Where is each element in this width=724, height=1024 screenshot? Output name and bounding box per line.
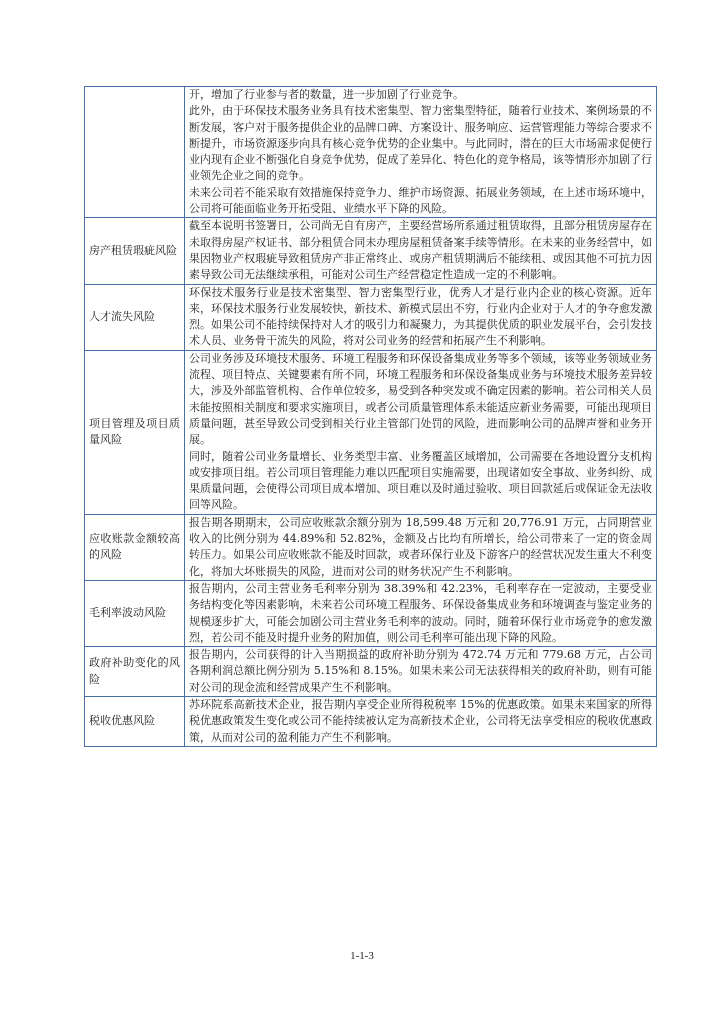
risk-row (85, 87, 657, 218)
risk-description (185, 580, 657, 646)
risk-label: 税收优惠风险 (85, 696, 185, 746)
risk-paragraph: 报告期内，公司主营业务毛利率分别为 38.39%和 42.23%，毛利率存在一定波动，主要受业务结构变化等因素影响，未来若公司环境工程服务、环保设备集成业务和环境调查与鉴定业务的规模逐步扩大，可能会加剧公司主营业务毛利率的波动。同时，随着环保行业市场竞争的愈发激烈，若公司不能及时提升业务的附加值，则公司毛利率可能出现下降的风险。 (189, 581, 652, 644)
risk-paragraph: 截至本说明书签署日，公司尚无自有房产，主要经营场所系通过租赁取得，且部分租赁房屋存在未取得房屋产权证书、部分租赁合同未办理房屋租赁备案手续等情形。在未来的业务经营中，如果因物业产权瑕疵导致租赁房产非正常终止、或房产租赁期满后不能续租、或因其他不可抗力因素导致公司无法继续承租，可能对公司生产经营稳定性造成一定的不利影响。 (189, 219, 652, 282)
risk-description (185, 218, 657, 284)
risk-description (185, 647, 657, 697)
risk-label: 政府补助变化的风险 (85, 647, 185, 697)
risk-description (185, 696, 657, 746)
risk-factor-table (84, 86, 657, 747)
risk-row (85, 647, 657, 697)
risk-label: 毛利率波动风险 (85, 580, 185, 646)
risk-paragraph: 苏环院系高新技术企业，报告期内享受企业所得税税率 15%的优惠政策。如果未来国家的所得税优惠政策发生变化或公司不能持续被认定为高新技术企业，公司将无法享受相应的税收优惠政策，从而对公司的盈利能力产生不利影响。 (189, 697, 652, 744)
risk-label: 应收账款金额较高的风险 (85, 514, 185, 580)
risk-paragraph: 开，增加了行业参与者的数量，进一步加剧了行业竞争。 (189, 88, 464, 101)
risk-description (185, 350, 657, 514)
risk-row (85, 350, 657, 514)
risk-row (85, 218, 657, 284)
risk-label: 人才流失风险 (85, 284, 185, 350)
risk-paragraph: 报告期各期期末，公司应收账款余额分别为 18,599.48 万元和 20,776.91 万元，占同期营业收入的比例分别为 44.89%和 52.82%，金额及占比均有所增长，给公司带来了一定的资金周转压力。如果公司应收账款不能及时回款，或者环保行业及下游客户的经营状况发生重大不利变化，将加大坏账损失的风险，进而对公司的财务状况产生不利影响。 (189, 515, 652, 578)
risk-label: 项目管理及项目质量风险 (85, 350, 185, 514)
risk-label (85, 87, 185, 218)
risk-paragraph: 公司业务涉及环境技术服务、环境工程服务和环保设备集成业务等多个领域，该等业务领域业务流程、项目特点、关键要素有所不同，环境工程服务和环保设备集成业务与环境技术服务差异较大，涉及外部监管机构、合作单位较多，易受到各种突发或不确定因素的影响。若公司相关人员未能按照相关制度和要求实施项目，或者公司质量管理体系未能适应新业务需要，可能出现项目质量问题，甚至导致公司受到相关行业主管部门处罚的风险，进而影响公司的品牌声誉和业务开展。 (189, 351, 652, 447)
risk-row (85, 696, 657, 746)
risk-paragraph: 未来公司若不能采取有效措施保持竞争力、维护市场资源、拓展业务领域，在上述市场环境中，公司将可能面临业务开拓受阻、业绩水平下降的风险。 (189, 185, 652, 216)
risk-paragraph: 同时，随着公司业务量增长、业务类型丰富、业务覆盖区域增加，公司需要在各地设置分支机构或安排项目组。若公司项目管理能力难以匹配项目实施需要，出现诸如安全事故、业务纠纷、成果质量问题，会使得公司项目成本增加、项目难以及时通过验收、项目回款延后或保证金无法收回等风险。 (189, 449, 652, 512)
risk-paragraph: 环保技术服务行业是技术密集型、智力密集型行业，优秀人才是行业内企业的核心资源。近年来，环保技术服务行业发展较快，新技术、新模式层出不穷，行业内企业对于人才的争夺愈发激烈。如果公司不能持续保持对人才的吸引力和凝聚力，为其提供优质的职业发展平台，会引发技术人员、业务骨干流失的风险，将对公司业务的经营和拓展产生不利影响。 (189, 285, 652, 348)
risk-label: 房产租赁瑕疵风险 (85, 218, 185, 284)
risk-description (185, 284, 657, 350)
risk-paragraph: 报告期内，公司获得的计入当期损益的政府补助分别为 472.74 万元和 779.68 万元，占公司各期利润总额比例分别为 5.15%和 8.15%。如果未来公司无法获得相关的政府补助，则有可能对公司的现金流和经营成果产生不利影响。 (189, 648, 652, 694)
risk-description (185, 514, 657, 580)
risk-paragraph: 此外，由于环保技术服务业务具有技术密集型、智力密集型特征，随着行业技术、案例场景的不断发展，客户对于服务提供企业的品牌口碑、方案设计、服务响应、运营管理能力等综合要求不断提升，市场资源逐步向具有核心竞争优势的企业集中。与此同时，潜在的巨大市场需求促使行业内现有企业不断强化自身竞争优势，促成了差异化、特色化的竞争格局，该等情形亦加剧了行业领先企业之间的竞争。 (189, 104, 652, 183)
page-number: 1-1-3 (350, 950, 374, 962)
risk-row (85, 580, 657, 646)
risk-table-body (85, 87, 657, 747)
risk-row (85, 514, 657, 580)
risk-row (85, 284, 657, 350)
risk-description (185, 87, 657, 218)
